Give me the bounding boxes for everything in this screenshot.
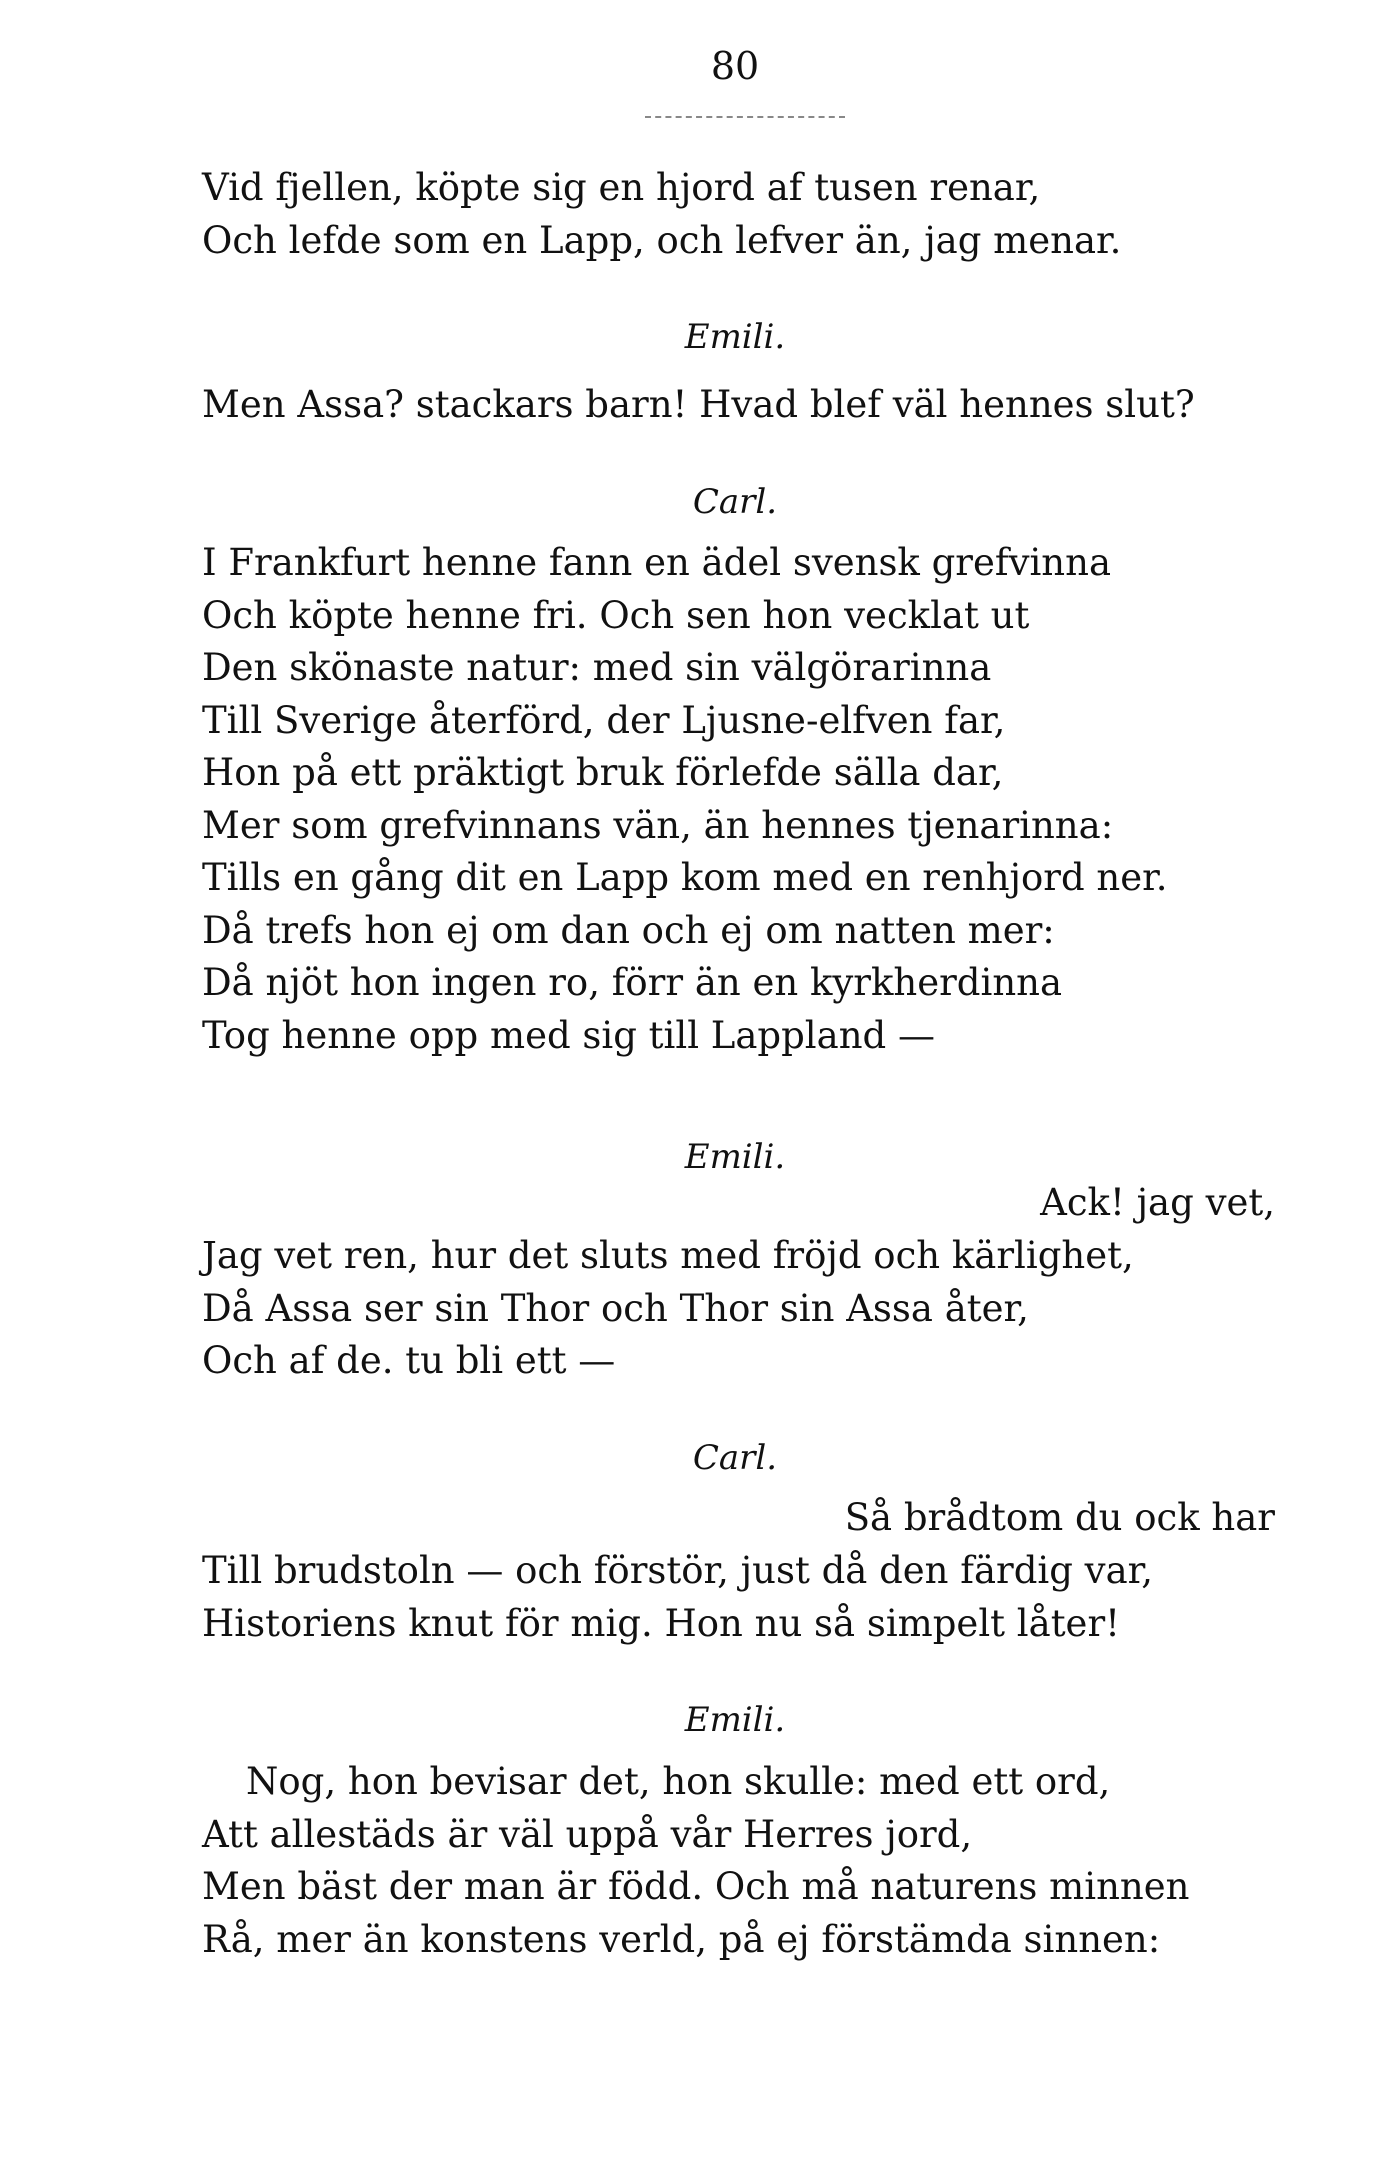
verse-block-4 xyxy=(202,1230,1282,1388)
verse-line: Till Sverige återförd, der Ljusne-elfven far, xyxy=(202,698,1006,742)
verse-line: Att allestäds är väl uppå vår Herres jord, xyxy=(202,1812,973,1856)
speaker-emili-2: Emili. xyxy=(684,1137,786,1177)
verse-line: Nog, hon bevisar det, hon skulle: med ett ord, xyxy=(246,1760,1111,1803)
verse-line: Rå, mer än konstens verld, på ej förstämda sinnen: xyxy=(202,1917,1161,1961)
verse-line: Och köpte henne fri. Och sen hon vecklat ut xyxy=(202,593,1030,637)
speaker-carl-1: Carl. xyxy=(692,482,778,522)
verse-line: Och af de. tu bli ett — xyxy=(202,1339,616,1382)
verse-block-5-first: Så brådtom du ock har xyxy=(844,1496,1275,1539)
speaker-emili-1: Emili. xyxy=(684,317,786,357)
verse-line: Den skönaste natur: med sin välgörarinna xyxy=(202,646,992,689)
verse-line: Då trefs hon ej om dan och ej om natten mer: xyxy=(202,908,1055,952)
verse-block-6 xyxy=(202,1756,1282,1966)
speaker-carl-2: Carl. xyxy=(692,1438,778,1478)
verse-block-2 xyxy=(202,379,1282,432)
verse-line: Hon på ett präktigt bruk förlefde sälla dar, xyxy=(202,751,1004,794)
verse-block-4-first: Ack! jag vet, xyxy=(1040,1181,1275,1224)
verse-line: Jag vet ren, hur det sluts med fröjd och kärlighet, xyxy=(202,1234,1134,1277)
verse-line: I Frankfurt henne fann en ädel svensk grefvinna xyxy=(202,541,1112,584)
verse-block-3 xyxy=(202,537,1282,1062)
verse-line: Vid fjellen, köpte sig en hjord af tusen renar, xyxy=(202,166,1041,209)
verse-line: Och lefde som en Lapp, och lefver än, jag menar. xyxy=(202,218,1122,262)
verse-line: Historiens knut för mig. Hon nu så simpelt låter! xyxy=(202,1601,1121,1645)
verse-line: Tog henne opp med sig till Lappland — xyxy=(202,1013,935,1057)
verse-line: Men Assa? stackars barn! Hvad blef väl hennes slut? xyxy=(202,383,1195,426)
page-number: 80 xyxy=(710,44,760,88)
verse-line: Mer som grefvinnans vän, än hennes tjenarinna: xyxy=(202,803,1114,847)
speaker-emili-3: Emili. xyxy=(684,1700,786,1740)
verse-line: Till brudstoln — och förstör, just då den färdig var, xyxy=(202,1549,1154,1592)
verse-block-1 xyxy=(202,162,1282,267)
header-rule xyxy=(645,116,845,118)
verse-block-5 xyxy=(202,1545,1282,1650)
verse-line: Men bäst der man är född. Och må naturens minnen xyxy=(202,1865,1190,1908)
verse-line: Då njöt hon ingen ro, förr än en kyrkherdinna xyxy=(202,961,1063,1004)
verse-line: Tills en gång dit en Lapp kom med en renhjord ner. xyxy=(202,856,1168,899)
verse-line: Då Assa ser sin Thor och Thor sin Assa åter, xyxy=(202,1286,1029,1330)
